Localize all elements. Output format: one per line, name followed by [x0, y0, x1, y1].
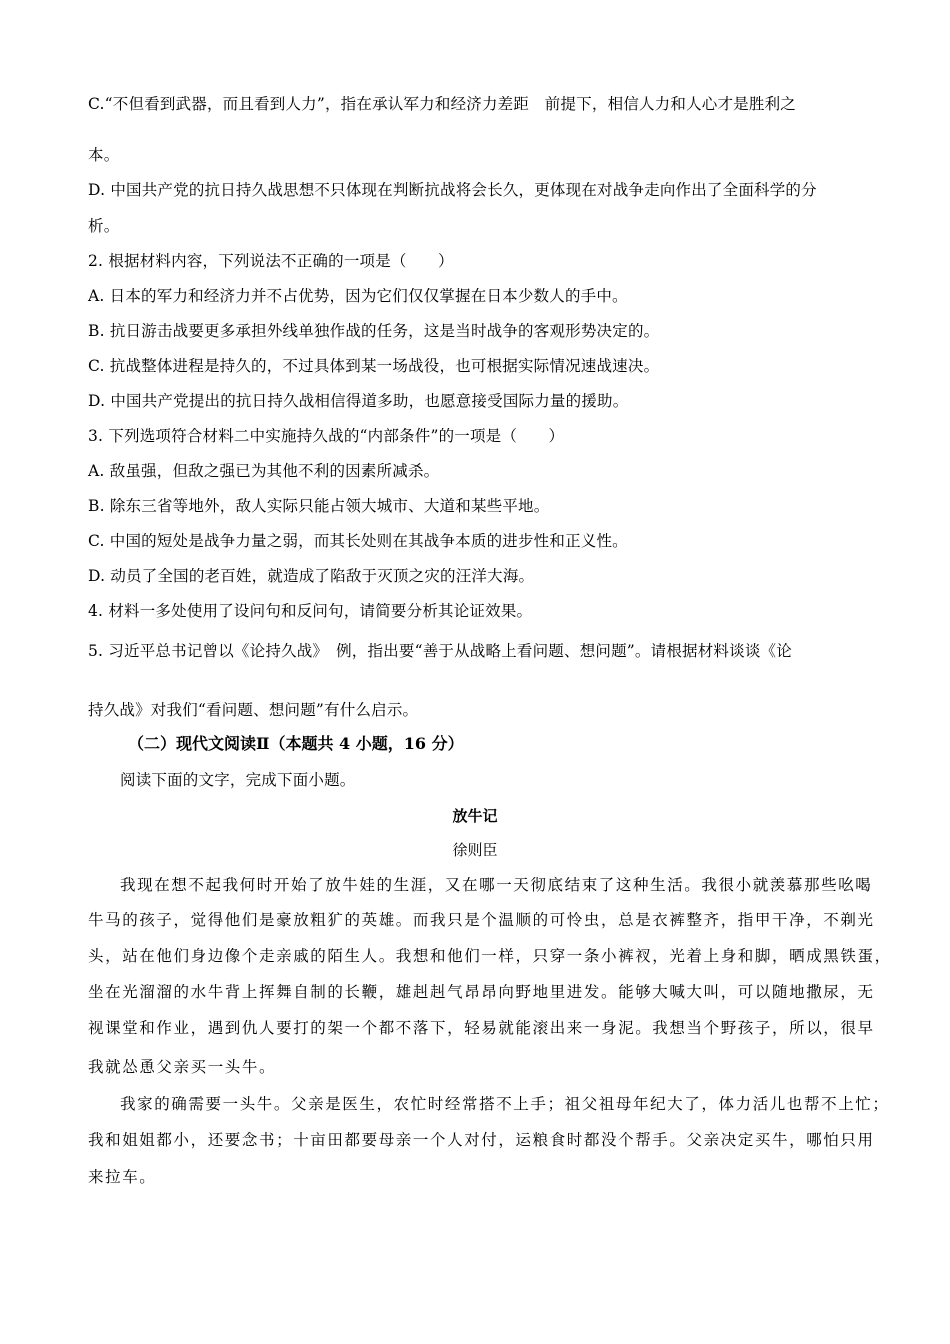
- article-author: 徐则臣: [452, 841, 498, 859]
- paragraph-1-line: 坐在光溜溜的水牛背上挥舞自制的长鞭，雄赳赳气昂昂向野地里进发。能够大喊大叫，可以随地撒尿，无: [88, 983, 875, 1001]
- paragraph-2-line: 来拉车。: [88, 1168, 157, 1186]
- paragraph-1-line: 头，站在他们身边像个走亲戚的陌生人。我想和他们一样，只穿一条小裤衩，光着上身和脚，晒成黑铁蛋，: [88, 947, 892, 965]
- q3-option-c: C. 中国的短处是战争力量之弱，而其长处则在其战争本质的进步性和正义性。: [88, 532, 628, 550]
- paragraph-1-line: 我就怂恿父亲买一头牛。: [88, 1058, 277, 1076]
- q2-stem: 2. 根据材料内容，下列说法不正确的一项是（ ）: [88, 252, 454, 270]
- q1-option-c-line1: C.“不但看到武器，而且看到人力”，指在承认军力和经济力差距 前提下，相信人力和人心才是胜利之: [88, 95, 796, 113]
- q2-option-b: B. 抗日游击战要更多承担外线单独作战的任务，这是当时战争的客观形势决定的。: [88, 322, 660, 340]
- q4-stem: 4. 材料一多处使用了设问句和反问句，请简要分析其论证效果。: [88, 602, 533, 620]
- q2-option-c: C. 抗战整体进程是持久的，不过具体到某一场战役，也可根据实际情况速战速决。: [88, 357, 660, 375]
- q5-line1: 5. 习近平总书记曾以《论持久战》 例，指出要“善于从战略上看问题、想问题”。请根据材料谈谈《论: [88, 642, 792, 660]
- q2-option-a: A. 日本的军力和经济力并不占优势，因为它们仅仅掌握在日本少数人的手中。: [88, 287, 628, 305]
- paragraph-1-line: 视课堂和作业，遇到仇人要打的架一个都不落下，轻易就能滚出来一身泥。我想当个野孩子，所以，很早: [88, 1019, 875, 1037]
- q3-option-a: A. 敌虽强，但敌之强已为其他不利的因素所减杀。: [88, 462, 440, 480]
- q1-option-d-line2: 析。: [88, 217, 120, 235]
- section-heading: （二）现代文阅读Ⅱ（本题共 4 小题，16 分）: [128, 734, 464, 753]
- q5-line2: 持久战》对我们“看问题、想问题”有什么启示。: [88, 701, 419, 719]
- paragraph-2-line: 我家的确需要一头牛。父亲是医生，农忙时经常搭不上手；祖父祖母年纪大了，体力活儿也帮不上忙；: [120, 1095, 890, 1113]
- q3-stem: 3. 下列选项符合材料二中实施持久战的“内部条件”的一项是（ ）: [88, 427, 565, 445]
- reading-instruction: 阅读下面的文字，完成下面小题。: [120, 771, 356, 789]
- paragraph-2-line: 我和姐姐都小，还要念书；十亩田都要母亲一个人对付，运粮食时都没个帮手。父亲决定买牛，哪怕只用: [88, 1131, 875, 1149]
- q3-option-d: D. 动员了全国的老百姓，就造成了陷敌于灭顶之灾的汪洋大海。: [88, 567, 535, 585]
- q2-option-d: D. 中国共产党提出的抗日持久战相信得道多助，也愿意接受国际力量的援助。: [88, 392, 629, 410]
- paragraph-1-line: 我现在想不起我何时开始了放牛娃的生涯，又在哪一天彻底结束了这种生活。我很小就羡慕那些吆喝: [120, 876, 873, 894]
- article-title: 放牛记: [452, 807, 498, 825]
- q1-option-d-line1: D. 中国共产党的抗日持久战思想不只体现在判断抗战将会长久，更体现在对战争走向作出了全面科学的分: [88, 181, 817, 199]
- q1-option-c-line2: 本。: [88, 146, 120, 164]
- paragraph-1-line: 牛马的孩子，觉得他们是豪放粗犷的英雄。而我只是个温顺的可怜虫，总是衣裤整齐，指甲干净，不剃光: [88, 911, 875, 929]
- q3-option-b: B. 除东三省等地外，敌人实际只能占领大城市、大道和某些平地。: [88, 497, 550, 515]
